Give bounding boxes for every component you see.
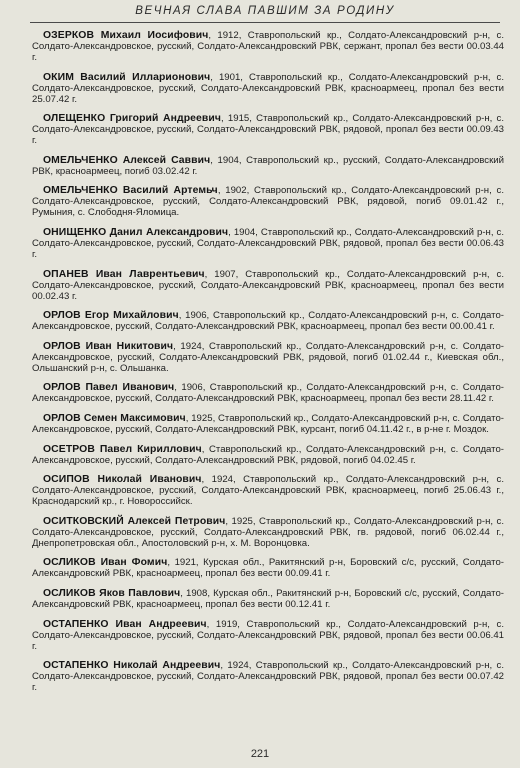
- list-item: [32, 185, 504, 218]
- person-details: , 1924, Ставропольский кр., Солдато-Александровский р-н, с. Солдато-Александровское, русский, Солдато-Александровский РВК, рядовой, погиб 01.02.44 г., Киевская обл., Ольшанский р-н, с. Ольшанка.: [32, 340, 504, 374]
- list-item: [32, 72, 504, 105]
- person-details: , 1925, Ставропольский кр., Солдато-Александровский р-н, с. Солдато-Александровское, русский, Солдато-Александровский РВК, курсант, погиб 04.11.42 г., в р-не г. Моздок.: [32, 412, 504, 435]
- person-name: ОСЕТРОВ Павел Кириллович: [43, 443, 202, 455]
- person-name: ОКИМ Василий Илларионович: [43, 71, 211, 83]
- list-item: [32, 516, 504, 549]
- person-name: ОПАНЕВ Иван Лаврентьевич: [43, 268, 205, 280]
- list-item: [32, 474, 504, 507]
- person-name: ОЛЕЩЕНКО Григорий Андреевич: [43, 113, 222, 125]
- person-name: ОНИЩЕНКО Данил Александрович: [43, 226, 229, 238]
- person-name: ОСИТКОВСКИЙ Алексей Петрович: [43, 515, 226, 527]
- list-item: [32, 155, 504, 177]
- person-name: ОРЛОВ Павел Иванович: [43, 382, 175, 394]
- person-name: ОРЛОВ Семен Максимович: [43, 412, 186, 424]
- person-name: ОЗЕРКОВ Михаил Иосифович: [43, 30, 209, 41]
- list-item: [32, 382, 504, 404]
- person-name: ОРЛОВ Иван Никитович: [43, 340, 174, 352]
- list-item: [32, 660, 504, 693]
- person-details: , 1912, Ставропольский кр., Солдато-Александровский р-н, с. Солдато-Александровское, русский, Солдато-Александровский РВК, сержант, пропал без вести 00.03.44 г.: [32, 30, 504, 63]
- person-details: , 1904, Ставропольский кр., русский, Солдато-Александровский РВК, красноармеец, погиб 03.02.42 г.: [32, 154, 504, 177]
- list-item: [32, 113, 504, 146]
- person-name: ОСТАПЕНКО Николай Андреевич: [43, 660, 221, 672]
- list-item: [32, 30, 504, 63]
- person-details: , 1906, Ставропольский кр., Солдато-Александровский р-н, с. Солдато-Александровское, русский, Солдато-Александровский РВК, красноармеец, пропал без вести 00.00.41 г.: [32, 310, 504, 333]
- person-details: , 1901, Ставропольский кр., Солдато-Александровский р-н, с. Солдато-Александровское, русский, Солдато-Александровский РВК, красноармеец, пропал без вести 25.07.42 г.: [32, 71, 504, 105]
- person-details: , 1921, Курская обл., Ракитянский р-н, Боровский с/с, русский, Солдато-Александровский РВК, красноармеец, пропал без вести 00.09.41 г.: [32, 557, 504, 580]
- list-item: [32, 341, 504, 374]
- person-details: , 1924, Ставропольский кр., Солдато-Александровский р-н, с. Солдато-Александровское, русский, Солдато-Александровский РВК, рядовой, пропал без вести 00.07.42 г.: [32, 660, 504, 694]
- person-name: ОМЕЛЬЧЕНКО Алексей Саввич: [43, 154, 211, 166]
- person-details: , 1919, Ставропольский кр., Солдато-Александровский р-н, с. Солдато-Александровское, русский, Солдато-Александровский РВК, рядовой, пропал без вести 00.06.41 г.: [32, 618, 505, 652]
- person-name: ОСИПОВ Николай Иванович: [43, 474, 202, 486]
- person-name: ОМЕЛЬЧЕНКО Василий Артемьч: [43, 185, 218, 197]
- entry-list: [32, 30, 504, 702]
- list-item: [32, 619, 504, 652]
- list-item: [32, 310, 504, 332]
- list-item: [32, 227, 504, 260]
- running-head: [30, 2, 500, 23]
- person-name: ОСЛИКОВ Иван Фомич: [43, 557, 168, 569]
- page-number: 221: [250, 748, 270, 760]
- person-details: , 1908, Курская обл., Ракитянский р-н, Боровский с/с, русский, Солдато-Александровский РВК, красноармеец, пропал без вести 00.12.41 г.: [32, 587, 504, 610]
- list-item: [32, 269, 504, 302]
- running-head-title: ВЕЧНАЯ СЛАВА ПАВШИМ ЗА РОДИНУ: [135, 5, 395, 17]
- person-details: , Ставропольский кр., Солдато-Александровский р-н, с. Солдато-Александровское, русский, Солдато-Александровский РВК, рядовой, погиб 04.02.45 г.: [32, 443, 505, 466]
- person-name: ОСТАПЕНКО Иван Андреевич: [43, 618, 207, 630]
- person-details: , 1907, Ставропольский кр., Солдато-Александровский р-н, с. Солдато-Александровское, русский, Солдато-Александровский РВК, красноармеец, пропал без вести 00.02.43 г.: [32, 268, 504, 302]
- person-details: , 1924, Ставропольский кр., Солдато-Александровский р-н, с. Солдато-Александровское, русский, Солдато-Александровский РВК, красноармеец, погиб 25.06.43 г., Краснодарский кр., г. Новороссийск.: [32, 474, 504, 508]
- person-details: , 1915, Ставропольский кр., Солдато-Александровский р-н, с. Солдато-Александровское, русский, Солдато-Александровский РВК, рядовой, пропал без вести 00.09.43 г.: [32, 113, 504, 147]
- list-item: [32, 413, 504, 435]
- person-details: , 1906, Ставропольский кр., Солдато-Александровский р-н, с. Солдато-Александровское, русский, Солдато-Александровский РВК, красноармеец, пропал без вести 28.11.42 г.: [32, 382, 504, 405]
- list-item: [32, 444, 504, 466]
- person-details: , 1925, Ставропольский кр., Солдато-Александровский р-н, с. Солдато-Александровское, русский, Солдато-Александровский РВК, гв. рядовой, погиб 06.02.44 г., Днепропетровская обл., Апостоловский р-н, х. М. Воронцовка.: [32, 515, 504, 549]
- list-item: [32, 588, 504, 610]
- person-name: ОРЛОВ Егор Михайлович: [43, 310, 179, 322]
- person-details: , 1904, Ставропольский кр., Солдато-Александровский р-н, с. Солдато-Александровское, русский, Солдато-Александровский РВК, рядовой, пропал без вести 00.06.43 г.: [32, 226, 504, 260]
- person-details: , 1902, Ставропольский кр., Солдато-Александровский р-н, с. Солдато-Александровское, русский, Солдато-Александровский РВК, рядовой, погиб 09.01.42 г., Румыния, с. Слободня-Яломица.: [32, 185, 504, 219]
- person-name: ОСЛИКОВ Яков Павлович: [43, 587, 181, 599]
- list-item: [32, 557, 504, 579]
